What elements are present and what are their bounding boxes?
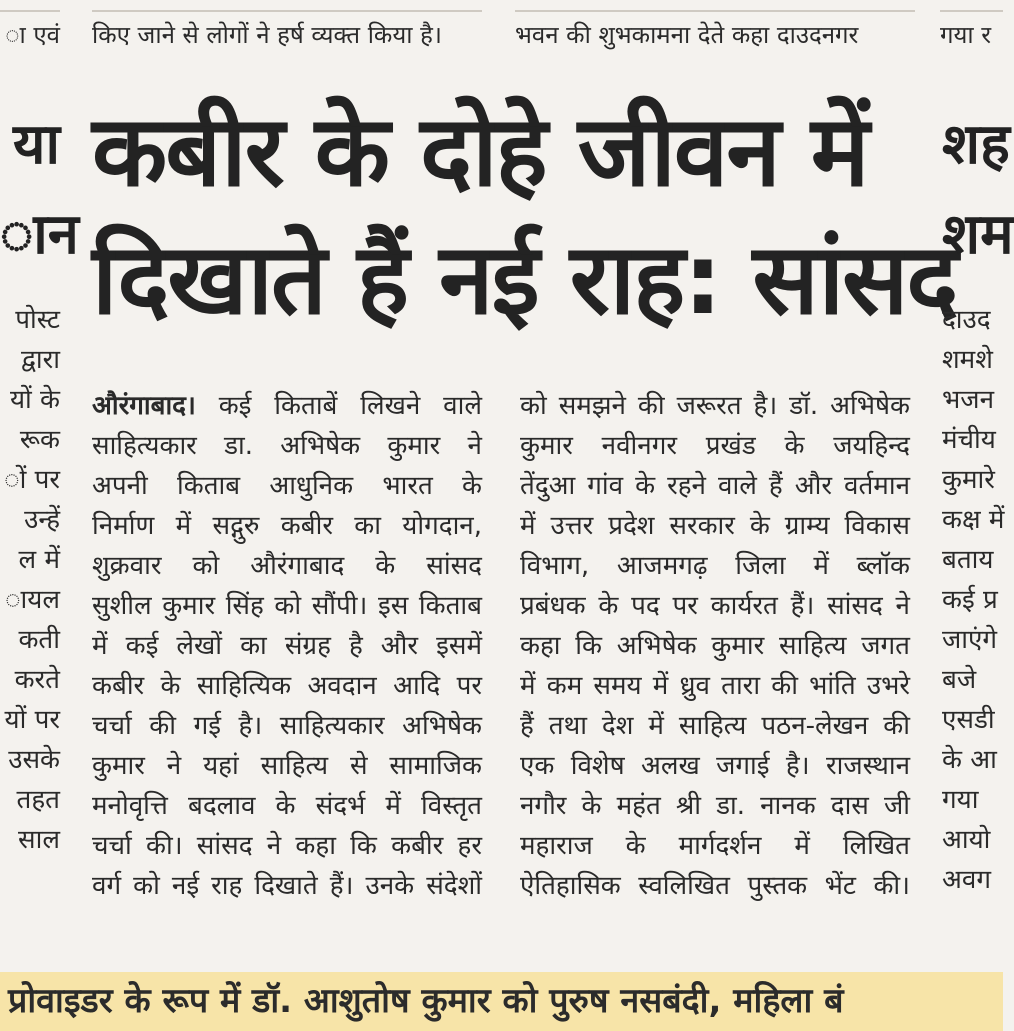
neighbor-text-line: कक्ष में	[942, 505, 1005, 535]
text-line: किए जाने से लोगों ने हर्ष व्यक्त किया है।	[92, 21, 442, 49]
article-line-text: कई किताबें लिखने वाले	[195, 391, 482, 421]
neighbor-text-line: ायल	[5, 585, 60, 615]
article-line: तेंदुआ गांव के रहने वाले हैं और वर्तमान	[520, 471, 910, 501]
article-line: में कम समय में ध्रुव तारा की भांति उभरे	[520, 671, 910, 701]
article-column-1	[92, 386, 482, 916]
text-line: ा एवं	[5, 21, 60, 49]
article-line: अपनी किताब आधुनिक भारत के	[92, 471, 482, 501]
article-line: हैं तथा देश में साहित्य पठन-लेखन की	[520, 711, 910, 741]
article-line: विभाग, आजमगढ़ जिला में ब्लॉक	[520, 551, 910, 581]
neighbor-text-line: रूक	[19, 425, 60, 455]
headline-line-1: कबीर के दोहे जीवन में	[92, 95, 868, 209]
text-line: भवन की शुभकामना देते कहा दाउदनगर	[515, 21, 859, 49]
top-column-2-fragment	[515, 0, 915, 60]
neighbor-text-line: गया	[942, 785, 979, 815]
neighbor-text-line: साल	[18, 825, 60, 855]
neighbor-headline-fragment: या	[13, 112, 60, 177]
neighbor-text-line: ल में	[18, 545, 60, 575]
headline-line-2: दिखाते हैं नई राह: सांसद	[92, 223, 957, 337]
article-line: कुमार ने यहां साहित्य से सामाजिक	[92, 751, 482, 781]
article-line: महाराज के मार्गदर्शन में लिखित	[520, 831, 910, 861]
article-line: चर्चा की। सांसद ने कहा कि कबीर हर	[92, 831, 482, 861]
article-column-2	[520, 386, 910, 916]
article-line: में उत्तर प्रदेश सरकार के ग्राम्य विकास	[520, 511, 910, 541]
neighbor-text-line: ों पर	[4, 465, 60, 495]
neighbor-text-line: बताय	[942, 545, 994, 575]
dateline: औरंगाबाद।	[92, 391, 196, 421]
neighbor-text-line: एसडी	[942, 705, 995, 735]
neighbor-headline-fragment: शह	[942, 112, 1010, 177]
neighbor-headline-fragment: ान	[0, 202, 79, 267]
neighbor-text-line: के आ	[942, 745, 997, 775]
right-neighbor-article	[942, 100, 1014, 895]
neighbor-text-line: यों पर	[4, 705, 60, 735]
article-line: नगौर के महंत श्री डा. नानक दास जी	[520, 791, 910, 821]
neighbor-text-line: कई प्र	[942, 585, 998, 615]
article-line: सुशील कुमार सिंह को सौंपी। इस किताब	[92, 591, 482, 621]
bottom-headline-text: प्रोवाइडर के रूप में डॉ. आशुतोष कुमार को पुरुष नसबंदी, महिला बं	[8, 981, 844, 1021]
neighbor-text-line: कुमारे	[942, 465, 995, 495]
article-line: कुमार नवीनगर प्रखंड के जयहिन्द	[520, 431, 910, 461]
neighbor-text-line: दाउद	[942, 305, 991, 335]
neighbor-text-line: द्वारा	[20, 345, 60, 375]
neighbor-text-line: भजन	[942, 385, 995, 415]
article-line: शुक्रवार को औरंगाबाद के सांसद	[92, 551, 482, 581]
top-column-1-fragment	[92, 0, 482, 60]
article-line: मनोवृत्ति बदलाव के संदर्भ में विस्तृत	[92, 791, 482, 821]
neighbor-text-line: उन्हें	[24, 505, 60, 535]
neighbor-text-line: करते	[14, 665, 60, 695]
neighbor-text-line: पोस्ट	[15, 305, 60, 335]
bottom-headline-banner	[0, 972, 1003, 1031]
article-line: कबीर के साहित्यिक अवदान आदि पर	[92, 671, 482, 701]
neighbor-text-line: उसके	[8, 745, 60, 775]
article-line: को समझने की जरूरत है। डॉ. अभिषेक	[520, 391, 910, 421]
top-left-fragment	[0, 0, 60, 60]
article-line: एक विशेष अलख जगाई है। राजस्थान	[520, 751, 910, 781]
article-line: साहित्यकार डा. अभिषेक कुमार ने	[92, 431, 482, 461]
article-line	[92, 386, 482, 426]
neighbor-text-line: शमशे	[942, 345, 993, 375]
left-neighbor-article	[0, 100, 79, 880]
neighbor-text-line: कती	[18, 625, 60, 655]
top-right-fragment	[940, 0, 1003, 60]
neighbor-text-line: मंचीय	[942, 425, 996, 455]
neighbor-text-line: यों के	[9, 385, 60, 415]
clipped-text-line	[515, 0, 915, 12]
neighbor-headline-fragment: शम	[942, 202, 1014, 267]
neighbor-text-line: अवग	[942, 865, 991, 895]
article-line: ऐतिहासिक स्वलिखित पुस्तक भेंट की।	[520, 871, 910, 901]
clipped-text-line	[0, 0, 60, 12]
article-line: वर्ग को नई राह दिखाते हैं। उनके संदेशों	[92, 871, 482, 901]
article-line: निर्माण में सद्गुरु कबीर का योगदान,	[92, 511, 482, 541]
article-line: चर्चा की गई है। साहित्यकार अभिषेक	[92, 711, 482, 741]
clipped-text-line	[940, 0, 1003, 12]
neighbor-text-line: आयो	[942, 825, 991, 855]
neighbor-text-line: तहत	[16, 785, 60, 815]
neighbor-text-line: बजे	[942, 665, 977, 695]
text-line: गया र	[940, 21, 992, 49]
article-line: कहा कि अभिषेक कुमार साहित्य जगत	[520, 631, 910, 661]
article-headline	[92, 88, 957, 363]
article-line: में कई लेखों का संग्रह है और इसमें	[92, 631, 482, 661]
article-line: प्रबंधक के पद पर कार्यरत हैं। सांसद ने	[520, 591, 910, 621]
clipped-text-line	[92, 0, 482, 12]
neighbor-text-line: जाएंगे	[942, 625, 998, 655]
